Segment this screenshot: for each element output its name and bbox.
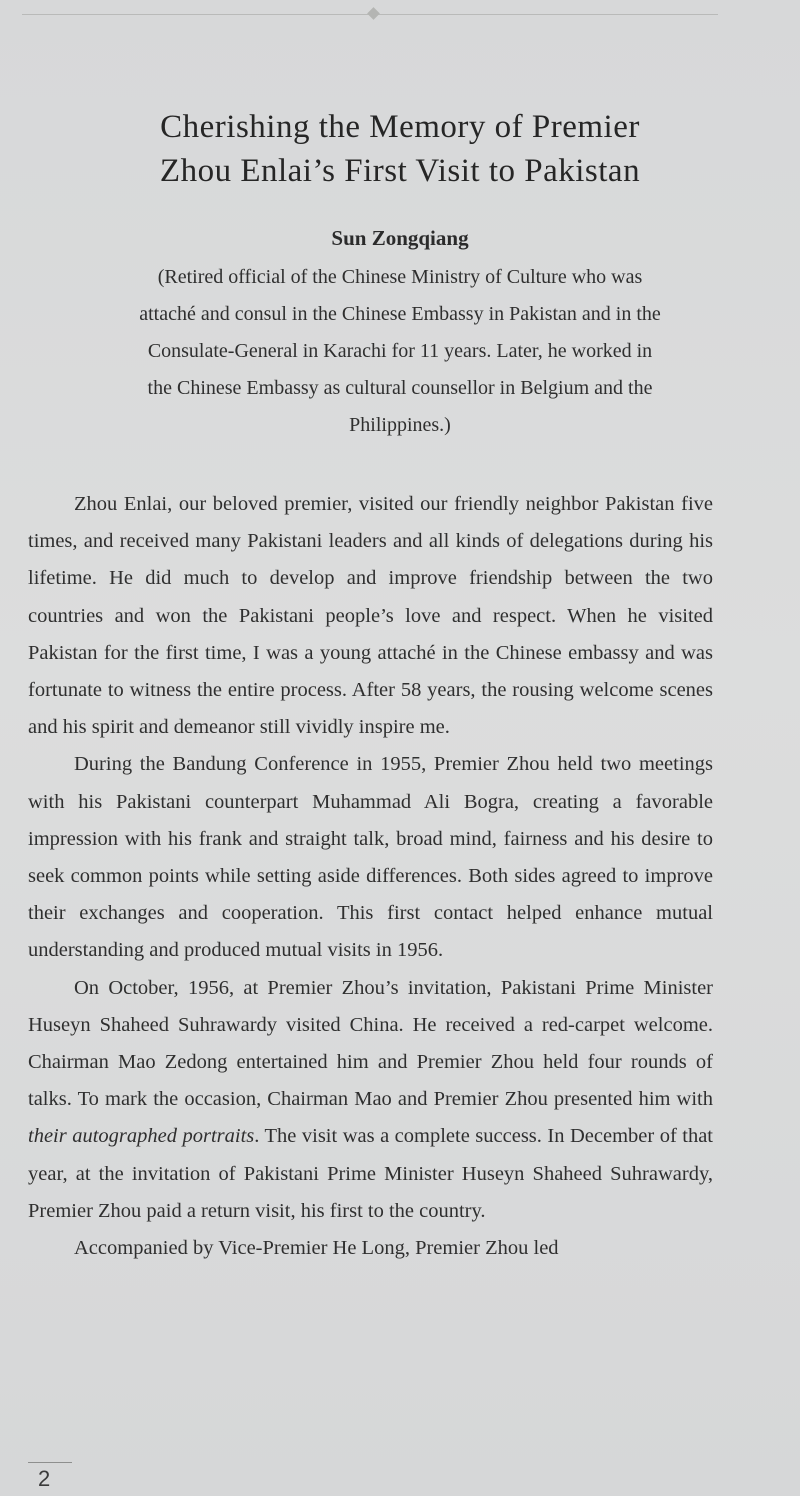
title-line-2: Zhou Enlai’s First Visit to Pakistan xyxy=(159,153,641,189)
paragraph-text: . The visit was a complete success. In December of that year, at the invitation of Pakistani Prime Minister Huseyn Shaheed Suhrawardy, Premier Zhou paid a return visit, his first to the country. xyxy=(28,1125,714,1222)
paragraph-text: On October, 1956, at Premier Zhou’s invitation, Pakistani Prime Minister Huseyn Shaheed Suhrawardy visited China. He received a red-carpet welcome. Chairman Mao Zedong entertained him and Premier Zhou held four rounds of talks. To mark the occasion, Chairman Mao and Premier Zhou presented him with xyxy=(28,976,713,1111)
page-number: 2 xyxy=(38,1466,51,1491)
title-line-1: Cherishing the Memory of Premier xyxy=(160,109,640,145)
paragraph: Zhou Enlai, our beloved premier, visited our friendly neighbor Pakistan five times, and received many Pakistani leaders and all kinds of delegations during his lifetime. He did much to develop and improve friendship between the two countries and won the Pakistani people’s love and respect. When he visited Pakistan for the first time, I was a young attaché in the Chinese embassy and was fortunate to witness the entire process. After 58 years, the rousing welcome scenes and his spirit and demeanor still vividly inspire me. xyxy=(28,493,713,739)
author-bio xyxy=(30,259,770,444)
article-title xyxy=(60,105,740,193)
bio-line: Consulate-General in Karachi for 11 years. Later, he worked in xyxy=(147,340,653,362)
paragraph: During the Bandung Conference in 1955, Premier Zhou held two meetings with his Pakistani counterpart Muhammad Ali Bogra, creating a favorable impression with his frank and straight talk, broad mind, fairness and his desire to seek common points while setting aside differences. Both sides agreed to improve their exchanges and cooperation. This first contact helped enhance mutual understanding and produced mutual visits in 1956. xyxy=(28,753,713,962)
bio-line: Philippines.) xyxy=(349,414,451,436)
bio-line: attaché and consul in the Chinese Embassy in Pakistan and in the xyxy=(139,303,661,325)
paragraph: Accompanied by Vice-Premier He Long, Premier Zhou led xyxy=(74,1237,559,1260)
diamond-ornament-icon xyxy=(367,7,380,20)
paragraph xyxy=(28,970,713,1230)
bio-line: (Retired official of the Chinese Ministry of Culture who was xyxy=(157,266,643,288)
author-name: Sun Zongqiang xyxy=(331,226,469,250)
bio-line: the Chinese Embassy as cultural counsellor in Belgium and the xyxy=(147,377,653,399)
article-body xyxy=(28,486,713,1267)
footer-divider xyxy=(28,1462,72,1463)
italic-phrase: their autographed portraits xyxy=(28,1125,255,1148)
